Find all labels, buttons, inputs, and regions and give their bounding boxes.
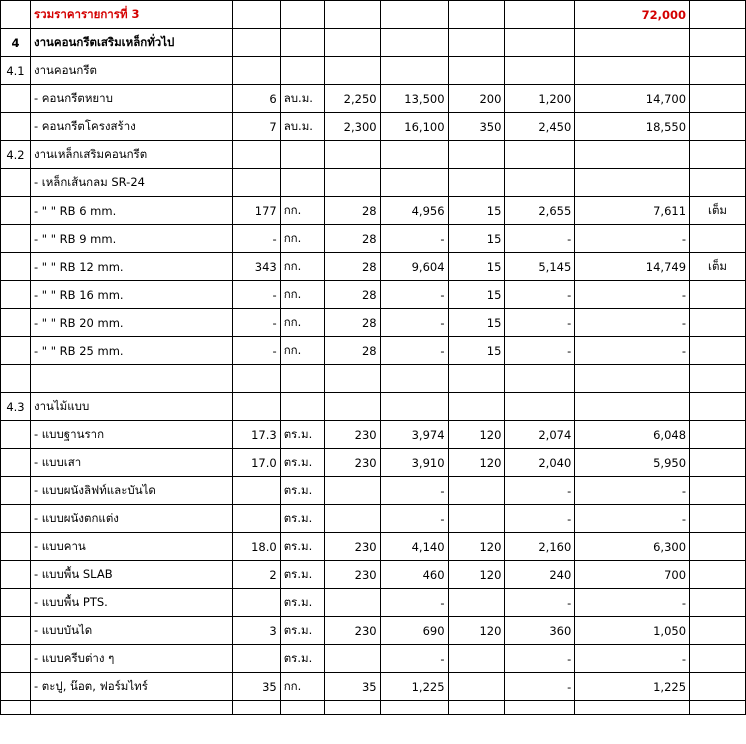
table-cell[interactable]: ตร.ม. — [280, 449, 324, 477]
table-cell[interactable] — [1, 225, 31, 253]
table-cell[interactable]: 3,910 — [380, 449, 448, 477]
table-row — [1, 141, 746, 169]
table-cell[interactable]: 15 — [448, 253, 505, 281]
table-cell[interactable] — [505, 393, 575, 421]
table-cell[interactable] — [1, 701, 31, 715]
table-cell[interactable]: ตร.ม. — [280, 505, 324, 533]
table-cell[interactable]: 4,956 — [380, 197, 448, 225]
table-row — [1, 533, 746, 561]
table-cell[interactable] — [448, 169, 505, 197]
table-cell[interactable] — [232, 505, 280, 533]
table-cell[interactable]: 15 — [448, 225, 505, 253]
table-cell[interactable]: 35 — [232, 673, 280, 701]
table-row — [1, 337, 746, 365]
table-cell[interactable] — [232, 701, 280, 715]
table-cell[interactable]: 15 — [448, 309, 505, 337]
table-cell[interactable]: ตร.ม. — [280, 533, 324, 561]
table-cell[interactable]: กก. — [280, 337, 324, 365]
table-cell[interactable] — [690, 505, 746, 533]
table-cell[interactable]: กก. — [280, 225, 324, 253]
table-cell[interactable]: งานคอนกรีต — [30, 57, 232, 85]
table-cell[interactable]: 120 — [448, 617, 505, 645]
table-cell[interactable] — [324, 477, 380, 505]
table-cell[interactable]: 2,074 — [505, 421, 575, 449]
table-cell[interactable]: 18,550 — [575, 113, 690, 141]
table-cell[interactable]: 5,145 — [505, 253, 575, 281]
table-cell[interactable] — [690, 561, 746, 589]
table-cell[interactable] — [1, 617, 31, 645]
table-cell[interactable] — [448, 589, 505, 617]
table-cell[interactable]: รวมราคารายการที่ 3 — [30, 1, 232, 29]
table-cell[interactable] — [1, 449, 31, 477]
table-cell[interactable]: 15 — [448, 281, 505, 309]
table-cell[interactable]: 14,700 — [575, 85, 690, 113]
table-cell[interactable]: - " " RB 9 mm. — [30, 225, 232, 253]
table-cell[interactable]: - — [575, 309, 690, 337]
table-cell[interactable]: - " " RB 20 mm. — [30, 309, 232, 337]
table-cell[interactable]: 9,604 — [380, 253, 448, 281]
table-cell[interactable] — [690, 617, 746, 645]
table-cell[interactable]: 4.1 — [1, 57, 31, 85]
table-cell[interactable] — [690, 29, 746, 57]
table-cell[interactable]: 6,048 — [575, 421, 690, 449]
table-cell[interactable]: 17.0 — [232, 449, 280, 477]
table-cell[interactable] — [505, 701, 575, 715]
table-cell[interactable]: 200 — [448, 85, 505, 113]
table-cell[interactable] — [324, 141, 380, 169]
table-cell[interactable] — [505, 169, 575, 197]
table-cell[interactable] — [232, 645, 280, 673]
table-cell[interactable] — [690, 57, 746, 85]
table-cell[interactable]: 6 — [232, 85, 280, 113]
table-cell[interactable] — [575, 365, 690, 393]
table-cell[interactable] — [575, 169, 690, 197]
table-cell[interactable] — [232, 393, 280, 421]
table-cell[interactable]: กก. — [280, 673, 324, 701]
table-cell[interactable]: 2,655 — [505, 197, 575, 225]
table-cell[interactable] — [1, 477, 31, 505]
table-cell[interactable] — [448, 365, 505, 393]
table-cell[interactable]: 700 — [575, 561, 690, 589]
table-row — [1, 309, 746, 337]
table-cell[interactable] — [1, 113, 31, 141]
table-cell[interactable] — [280, 1, 324, 29]
table-row — [1, 421, 746, 449]
table-cell[interactable]: ตร.ม. — [280, 589, 324, 617]
table-cell[interactable] — [448, 141, 505, 169]
table-cell[interactable] — [690, 337, 746, 365]
table-cell[interactable]: - — [575, 645, 690, 673]
table-row — [1, 505, 746, 533]
table-cell[interactable]: 4.2 — [1, 141, 31, 169]
table-cell[interactable] — [232, 141, 280, 169]
table-row — [1, 29, 746, 57]
table-cell[interactable] — [232, 57, 280, 85]
table-cell[interactable]: 120 — [448, 561, 505, 589]
table-cell[interactable]: 3 — [232, 617, 280, 645]
table-row — [1, 281, 746, 309]
table-cell[interactable] — [448, 505, 505, 533]
table-cell[interactable] — [1, 673, 31, 701]
table-cell[interactable]: - — [505, 337, 575, 365]
table-row — [1, 197, 746, 225]
table-cell[interactable] — [380, 141, 448, 169]
table-cell[interactable]: ตร.ม. — [280, 477, 324, 505]
table-cell[interactable]: - — [380, 225, 448, 253]
table-cell[interactable] — [690, 85, 746, 113]
table-cell[interactable]: - — [380, 309, 448, 337]
table-cell[interactable]: 1,225 — [575, 673, 690, 701]
table-cell[interactable]: 28 — [324, 197, 380, 225]
table-cell[interactable] — [690, 309, 746, 337]
table-cell[interactable] — [232, 1, 280, 29]
table-cell[interactable]: - — [232, 225, 280, 253]
table-cell[interactable] — [324, 589, 380, 617]
table-cell[interactable] — [1, 561, 31, 589]
table-cell[interactable] — [505, 1, 575, 29]
table-cell[interactable]: 17.3 — [232, 421, 280, 449]
table-cell[interactable] — [448, 477, 505, 505]
table-cell[interactable]: 230 — [324, 533, 380, 561]
table-cell[interactable]: - — [232, 309, 280, 337]
table-cell[interactable] — [324, 393, 380, 421]
table-cell[interactable]: 2,450 — [505, 113, 575, 141]
table-cell[interactable]: 6,300 — [575, 533, 690, 561]
table-cell[interactable]: งานเหล็กเสริมคอนกรีต — [30, 141, 232, 169]
table-cell[interactable]: - — [575, 225, 690, 253]
table-cell[interactable]: - แบบพื้น SLAB — [30, 561, 232, 589]
table-cell[interactable] — [448, 393, 505, 421]
table-cell[interactable]: - — [505, 225, 575, 253]
table-cell[interactable]: - ตะปู, น๊อต, ฟอร์มไทร์ — [30, 673, 232, 701]
table-row — [1, 617, 746, 645]
table-cell[interactable]: กก. — [280, 309, 324, 337]
table-cell[interactable]: 1,050 — [575, 617, 690, 645]
table-row — [1, 701, 746, 715]
table-cell[interactable] — [1, 309, 31, 337]
table-cell[interactable]: 4,140 — [380, 533, 448, 561]
table-cell[interactable] — [690, 225, 746, 253]
table-cell[interactable] — [1, 533, 31, 561]
table-cell[interactable] — [324, 365, 380, 393]
table-cell[interactable] — [1, 85, 31, 113]
table-cell[interactable] — [575, 393, 690, 421]
table-cell[interactable] — [690, 281, 746, 309]
table-cell[interactable]: กก. — [280, 197, 324, 225]
table-cell[interactable]: - แบบผนังตกแต่ง — [30, 505, 232, 533]
table-cell[interactable] — [690, 673, 746, 701]
table-cell[interactable]: 2 — [232, 561, 280, 589]
table-cell[interactable] — [448, 1, 505, 29]
table-cell[interactable] — [324, 701, 380, 715]
table-cell[interactable] — [690, 113, 746, 141]
table-cell[interactable]: - — [575, 337, 690, 365]
table-cell[interactable] — [690, 365, 746, 393]
table-cell[interactable]: - แบบครีบต่าง ๆ — [30, 645, 232, 673]
table-cell[interactable]: ตร.ม. — [280, 561, 324, 589]
table-row — [1, 589, 746, 617]
table-cell[interactable] — [30, 701, 232, 715]
table-row — [1, 85, 746, 113]
table-cell[interactable] — [380, 393, 448, 421]
table-cell[interactable]: 5,950 — [575, 449, 690, 477]
table-cell[interactable]: 4.3 — [1, 393, 31, 421]
table-cell[interactable] — [232, 589, 280, 617]
table-cell[interactable]: 4 — [1, 29, 31, 57]
table-cell[interactable] — [1, 589, 31, 617]
table-cell[interactable] — [324, 169, 380, 197]
table-cell[interactable]: 3,974 — [380, 421, 448, 449]
table-cell[interactable]: - คอนกรีตโครงสร้าง — [30, 113, 232, 141]
table-cell[interactable] — [380, 57, 448, 85]
table-cell[interactable]: 230 — [324, 421, 380, 449]
table-cell[interactable]: - " " RB 16 mm. — [30, 281, 232, 309]
table-cell[interactable] — [1, 197, 31, 225]
table-cell[interactable] — [690, 477, 746, 505]
table-cell[interactable]: 13,500 — [380, 85, 448, 113]
table-cell[interactable]: 240 — [505, 561, 575, 589]
table-cell[interactable]: 460 — [380, 561, 448, 589]
table-row — [1, 113, 746, 141]
table-cell[interactable] — [575, 701, 690, 715]
table-cell[interactable]: 28 — [324, 337, 380, 365]
table-cell[interactable] — [1, 337, 31, 365]
table-cell[interactable]: - — [575, 589, 690, 617]
table-cell[interactable] — [280, 29, 324, 57]
table-cell[interactable]: 177 — [232, 197, 280, 225]
table-cell[interactable]: - — [380, 589, 448, 617]
table-cell[interactable]: - — [505, 589, 575, 617]
table-cell[interactable] — [575, 141, 690, 169]
table-cell[interactable] — [232, 365, 280, 393]
table-cell[interactable] — [505, 141, 575, 169]
table-cell[interactable] — [690, 141, 746, 169]
table-cell[interactable] — [505, 57, 575, 85]
table-cell[interactable] — [690, 645, 746, 673]
table-cell[interactable]: 360 — [505, 617, 575, 645]
table-cell[interactable]: - — [232, 281, 280, 309]
table-cell[interactable]: ตร.ม. — [280, 421, 324, 449]
table-cell[interactable] — [448, 701, 505, 715]
table-cell[interactable]: - แบบพื้น PTS. — [30, 589, 232, 617]
table-cell[interactable]: - — [575, 505, 690, 533]
table-cell[interactable]: 28 — [324, 253, 380, 281]
table-cell[interactable] — [690, 533, 746, 561]
table-cell[interactable] — [690, 421, 746, 449]
table-cell[interactable]: กก. — [280, 281, 324, 309]
table-cell[interactable] — [280, 393, 324, 421]
table-cell[interactable]: 1,225 — [380, 673, 448, 701]
table-cell[interactable] — [448, 29, 505, 57]
table-cell[interactable] — [575, 57, 690, 85]
table-cell[interactable] — [324, 1, 380, 29]
table-cell[interactable]: 1,200 — [505, 85, 575, 113]
table-row — [1, 673, 746, 701]
table-cell[interactable]: 15 — [448, 337, 505, 365]
table-cell[interactable] — [690, 169, 746, 197]
table-cell[interactable] — [380, 701, 448, 715]
table-row — [1, 477, 746, 505]
table-cell[interactable] — [280, 141, 324, 169]
table-cell[interactable]: เต็ม — [690, 253, 746, 281]
table-cell[interactable] — [280, 701, 324, 715]
table-cell[interactable]: - คอนกรีตหยาบ — [30, 85, 232, 113]
table-cell[interactable]: 18.0 — [232, 533, 280, 561]
table-cell[interactable]: - — [575, 477, 690, 505]
table-cell[interactable]: งานคอนกรีตเสริมเหล็กทั่วไป — [30, 29, 232, 57]
table-cell[interactable] — [690, 701, 746, 715]
table-cell[interactable] — [448, 57, 505, 85]
table-cell[interactable] — [380, 29, 448, 57]
table-cell[interactable] — [280, 169, 324, 197]
table-cell[interactable]: - — [380, 505, 448, 533]
table-cell[interactable] — [690, 1, 746, 29]
table-cell[interactable]: - แบบเสา — [30, 449, 232, 477]
table-cell[interactable]: 120 — [448, 421, 505, 449]
table-cell[interactable]: ตร.ม. — [280, 645, 324, 673]
table-cell[interactable]: - — [505, 673, 575, 701]
table-cell[interactable]: เต็ม — [690, 197, 746, 225]
table-cell[interactable] — [1, 645, 31, 673]
table-row — [1, 449, 746, 477]
table-cell[interactable]: 230 — [324, 617, 380, 645]
table-cell[interactable] — [280, 365, 324, 393]
table-cell[interactable] — [1, 169, 31, 197]
table-cell[interactable] — [1, 365, 31, 393]
table-cell[interactable] — [1, 421, 31, 449]
table-cell[interactable] — [280, 57, 324, 85]
table-cell[interactable] — [448, 645, 505, 673]
table-cell[interactable]: - — [380, 477, 448, 505]
table-cell[interactable]: กก. — [280, 253, 324, 281]
table-cell[interactable]: ลบ.ม. — [280, 113, 324, 141]
table-cell[interactable]: - " " RB 12 mm. — [30, 253, 232, 281]
table-row — [1, 57, 746, 85]
table-cell[interactable]: 230 — [324, 561, 380, 589]
table-cell[interactable] — [690, 449, 746, 477]
table-cell[interactable] — [575, 29, 690, 57]
table-cell[interactable] — [232, 169, 280, 197]
table-cell[interactable]: - " " RB 6 mm. — [30, 197, 232, 225]
table-row — [1, 225, 746, 253]
table-row — [1, 561, 746, 589]
table-cell[interactable]: 2,300 — [324, 113, 380, 141]
table-cell[interactable] — [690, 393, 746, 421]
table-cell[interactable] — [324, 29, 380, 57]
table-cell[interactable]: - — [505, 645, 575, 673]
table-cell[interactable] — [380, 365, 448, 393]
table-cell[interactable]: - — [505, 505, 575, 533]
table-cell[interactable] — [232, 477, 280, 505]
table-cell[interactable]: 343 — [232, 253, 280, 281]
table-cell[interactable]: - แบบผนังลิฟท์และบันได — [30, 477, 232, 505]
table-cell[interactable]: 690 — [380, 617, 448, 645]
table-cell[interactable]: - — [505, 477, 575, 505]
table-cell[interactable]: 2,160 — [505, 533, 575, 561]
table-cell[interactable]: งานไม้แบบ — [30, 393, 232, 421]
table-cell[interactable] — [505, 365, 575, 393]
table-cell[interactable]: - แบบบันได — [30, 617, 232, 645]
table-cell[interactable] — [232, 29, 280, 57]
table-cell[interactable] — [690, 589, 746, 617]
table-cell[interactable] — [380, 169, 448, 197]
table-cell[interactable]: - — [505, 309, 575, 337]
table-cell[interactable]: 15 — [448, 197, 505, 225]
table-row — [1, 1, 746, 29]
table-row — [1, 393, 746, 421]
table-cell[interactable]: - — [232, 337, 280, 365]
table-cell[interactable]: - แบบฐานราก — [30, 421, 232, 449]
table-cell[interactable]: 28 — [324, 281, 380, 309]
table-cell[interactable]: 7 — [232, 113, 280, 141]
table-cell[interactable] — [324, 57, 380, 85]
table-cell[interactable]: - แบบคาน — [30, 533, 232, 561]
table-cell[interactable]: 35 — [324, 673, 380, 701]
table-row — [1, 253, 746, 281]
table-cell[interactable]: 350 — [448, 113, 505, 141]
table-cell[interactable]: 72,000 — [575, 1, 690, 29]
table-cell[interactable]: ลบ.ม. — [280, 85, 324, 113]
table-cell[interactable]: 28 — [324, 225, 380, 253]
table-cell[interactable] — [1, 1, 31, 29]
table-cell[interactable]: - เหล็กเส้นกลม SR-24 — [30, 169, 232, 197]
table-cell[interactable] — [324, 505, 380, 533]
table-cell[interactable] — [1, 281, 31, 309]
table-cell[interactable]: - — [380, 337, 448, 365]
table-cell[interactable] — [1, 505, 31, 533]
table-cell[interactable]: - — [575, 281, 690, 309]
table-cell[interactable]: 230 — [324, 449, 380, 477]
table-cell[interactable]: 2,250 — [324, 85, 380, 113]
table-row — [1, 169, 746, 197]
table-row — [1, 365, 746, 393]
table-cell[interactable]: - — [505, 281, 575, 309]
table-cell[interactable]: 2,040 — [505, 449, 575, 477]
table-cell[interactable] — [448, 673, 505, 701]
table-cell[interactable]: - — [380, 645, 448, 673]
table-cell[interactable] — [505, 29, 575, 57]
table-cell[interactable] — [380, 1, 448, 29]
table-cell[interactable] — [1, 253, 31, 281]
table-cell[interactable]: 7,611 — [575, 197, 690, 225]
table-cell[interactable] — [30, 365, 232, 393]
table-cell[interactable] — [324, 645, 380, 673]
table-cell[interactable]: - " " RB 25 mm. — [30, 337, 232, 365]
table-cell[interactable]: ตร.ม. — [280, 617, 324, 645]
table-row — [1, 645, 746, 673]
table-cell[interactable]: 16,100 — [380, 113, 448, 141]
table-cell[interactable]: 120 — [448, 533, 505, 561]
table-cell[interactable]: 14,749 — [575, 253, 690, 281]
table-cell[interactable]: - — [380, 281, 448, 309]
table-cell[interactable]: 28 — [324, 309, 380, 337]
table-cell[interactable]: 120 — [448, 449, 505, 477]
